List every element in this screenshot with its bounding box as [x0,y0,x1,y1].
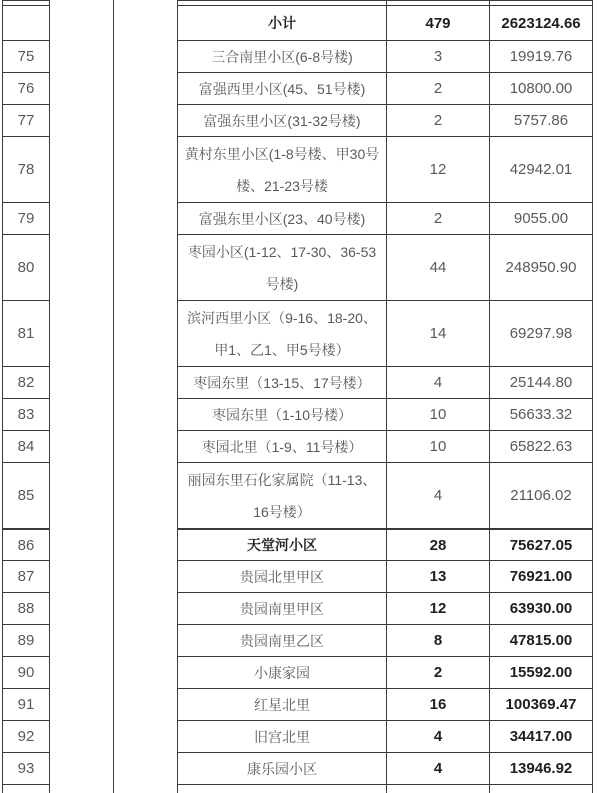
amount-cell: 75627.05 [489,528,593,560]
count-cell: 2 [386,656,489,688]
amount-cell: 248950.90 [489,234,593,300]
merged-empty-cell [113,592,177,624]
merged-empty-cell [113,136,177,202]
table-row [2,104,593,136]
community-name-cell: 枣园东里（1-10号楼） [177,398,386,430]
community-name-cell: 红星北里 [177,688,386,720]
merged-empty-cell [49,40,113,72]
amount-cell: 47815.00 [489,624,593,656]
community-name-cell: 贵园南里甲区 [177,592,386,624]
merged-empty-cell [49,462,113,528]
count-cell: 479 [386,5,489,40]
merged-empty-cell [113,752,177,784]
row-number-cell: 80 [2,234,49,300]
row-number-cell: 93 [2,752,49,784]
table-row [2,366,593,398]
row-number-cell: 84 [2,430,49,462]
community-name-cell: 富强西里小区(45、51号楼) [177,72,386,104]
merged-empty-cell [49,688,113,720]
table-row [2,40,593,72]
table-row [2,688,593,720]
count-cell: 2 [386,104,489,136]
table-row [2,136,593,202]
table-row [2,528,593,560]
table-row [2,234,593,300]
count-cell [386,784,489,793]
amount-cell: 56633.32 [489,398,593,430]
table-row [2,752,593,784]
row-number-cell: 86 [2,528,49,560]
community-name-cell: 黄村东里小区(1-8号楼、甲30号楼、21-23号楼 [177,136,386,202]
amount-cell: 34417.00 [489,720,593,752]
count-cell: 4 [386,366,489,398]
merged-empty-cell [113,40,177,72]
merged-empty-cell [49,104,113,136]
community-name-cell: 贵园南里乙区 [177,624,386,656]
community-name-cell: 丽园东里石化家属院（11-13、16号楼） [177,462,386,528]
merged-empty-cell [49,430,113,462]
merged-empty-cell [49,5,113,40]
table-row-subtotal [2,5,593,40]
amount-cell: 100369.47 [489,688,593,720]
merged-empty-cell [49,300,113,366]
table-row [2,430,593,462]
merged-empty-cell [49,398,113,430]
row-number-cell: 76 [2,72,49,104]
table-row [2,624,593,656]
table-row-partial-bottom [2,784,593,793]
row-number-cell: 92 [2,720,49,752]
community-name-cell: 小康家园 [177,656,386,688]
merged-empty-cell [49,528,113,560]
table-row [2,398,593,430]
amount-cell: 21106.02 [489,462,593,528]
merged-empty-cell [113,462,177,528]
count-cell: 13 [386,560,489,592]
merged-empty-cell [113,624,177,656]
table-row [2,202,593,234]
merged-empty-cell [113,202,177,234]
merged-empty-cell [113,72,177,104]
community-name-cell: 富强东里小区(31-32号楼) [177,104,386,136]
amount-cell: 19919.76 [489,40,593,72]
merged-empty-cell [113,234,177,300]
community-name-cell: 小计 [177,5,386,40]
merged-empty-cell [113,528,177,560]
table-row [2,592,593,624]
merged-empty-cell [113,688,177,720]
count-cell: 2 [386,72,489,104]
merged-empty-cell [113,366,177,398]
community-name-cell: 滨河西里小区（9-16、18-20、甲1、乙1、甲5号楼） [177,300,386,366]
merged-empty-cell [113,656,177,688]
amount-cell: 10800.00 [489,72,593,104]
count-cell: 14 [386,300,489,366]
amount-cell: 76921.00 [489,560,593,592]
count-cell: 16 [386,688,489,720]
amount-cell: 25144.80 [489,366,593,398]
merged-empty-cell [113,104,177,136]
merged-empty-cell [113,720,177,752]
merged-empty-cell [49,136,113,202]
amount-cell [489,784,593,793]
merged-empty-cell [49,624,113,656]
count-cell: 2 [386,202,489,234]
merged-empty-cell [49,656,113,688]
count-cell: 8 [386,624,489,656]
community-name-cell: 康乐园小区 [177,752,386,784]
community-name-cell: 旧宫北里 [177,720,386,752]
amount-cell: 13946.92 [489,752,593,784]
amount-cell: 9055.00 [489,202,593,234]
community-name-cell: 贵园北里甲区 [177,560,386,592]
merged-empty-cell [49,72,113,104]
merged-empty-cell [49,366,113,398]
row-number-cell: 89 [2,624,49,656]
amount-cell: 69297.98 [489,300,593,366]
table-row [2,300,593,366]
table-body [2,5,593,784]
row-number-cell: 87 [2,560,49,592]
row-number-cell: 82 [2,366,49,398]
amount-cell: 5757.86 [489,104,593,136]
count-cell: 4 [386,462,489,528]
community-name-cell: 枣园北里（1-9、11号楼） [177,430,386,462]
row-number-cell: 77 [2,104,49,136]
row-number-cell: 90 [2,656,49,688]
count-cell: 12 [386,592,489,624]
merged-empty-cell [49,202,113,234]
count-cell: 10 [386,398,489,430]
merged-empty-cell [49,720,113,752]
amount-cell: 2623124.66 [489,5,593,40]
table-row [2,560,593,592]
table-row [2,720,593,752]
count-cell: 44 [386,234,489,300]
row-number-cell: 91 [2,688,49,720]
row-number-cell [2,5,49,40]
merged-empty-cell [113,398,177,430]
count-cell: 4 [386,752,489,784]
row-number-cell: 85 [2,462,49,528]
community-name-cell: 三合南里小区(6-8号楼) [177,40,386,72]
community-name-cell: 枣园小区(1-12、17-30、36-53号楼) [177,234,386,300]
row-number-cell: 83 [2,398,49,430]
count-cell: 4 [386,720,489,752]
table-row [2,656,593,688]
merged-empty-cell [113,300,177,366]
merged-empty-cell [113,560,177,592]
table-row [2,462,593,528]
merged-empty-cell [49,752,113,784]
count-cell: 28 [386,528,489,560]
count-cell: 12 [386,136,489,202]
community-name-cell [177,784,386,793]
amount-cell: 63930.00 [489,592,593,624]
merged-empty-cell [49,560,113,592]
table-row [2,72,593,104]
row-number-cell: 79 [2,202,49,234]
community-name-cell: 天堂河小区 [177,528,386,560]
count-cell: 3 [386,40,489,72]
expense-table [2,0,593,793]
merged-empty-cell [49,234,113,300]
amount-cell: 65822.63 [489,430,593,462]
row-number-cell: 78 [2,136,49,202]
row-number-cell: 88 [2,592,49,624]
merged-empty-cell [113,430,177,462]
amount-cell: 42942.01 [489,136,593,202]
merged-empty-cell [113,784,177,793]
amount-cell: 15592.00 [489,656,593,688]
community-name-cell: 枣园东里（13-15、17号楼） [177,366,386,398]
merged-empty-cell [113,5,177,40]
row-number-cell: 75 [2,40,49,72]
row-number-cell [2,784,49,793]
merged-empty-cell [49,592,113,624]
row-number-cell: 81 [2,300,49,366]
merged-empty-cell [49,784,113,793]
community-name-cell: 富强东里小区(23、40号楼) [177,202,386,234]
count-cell: 10 [386,430,489,462]
